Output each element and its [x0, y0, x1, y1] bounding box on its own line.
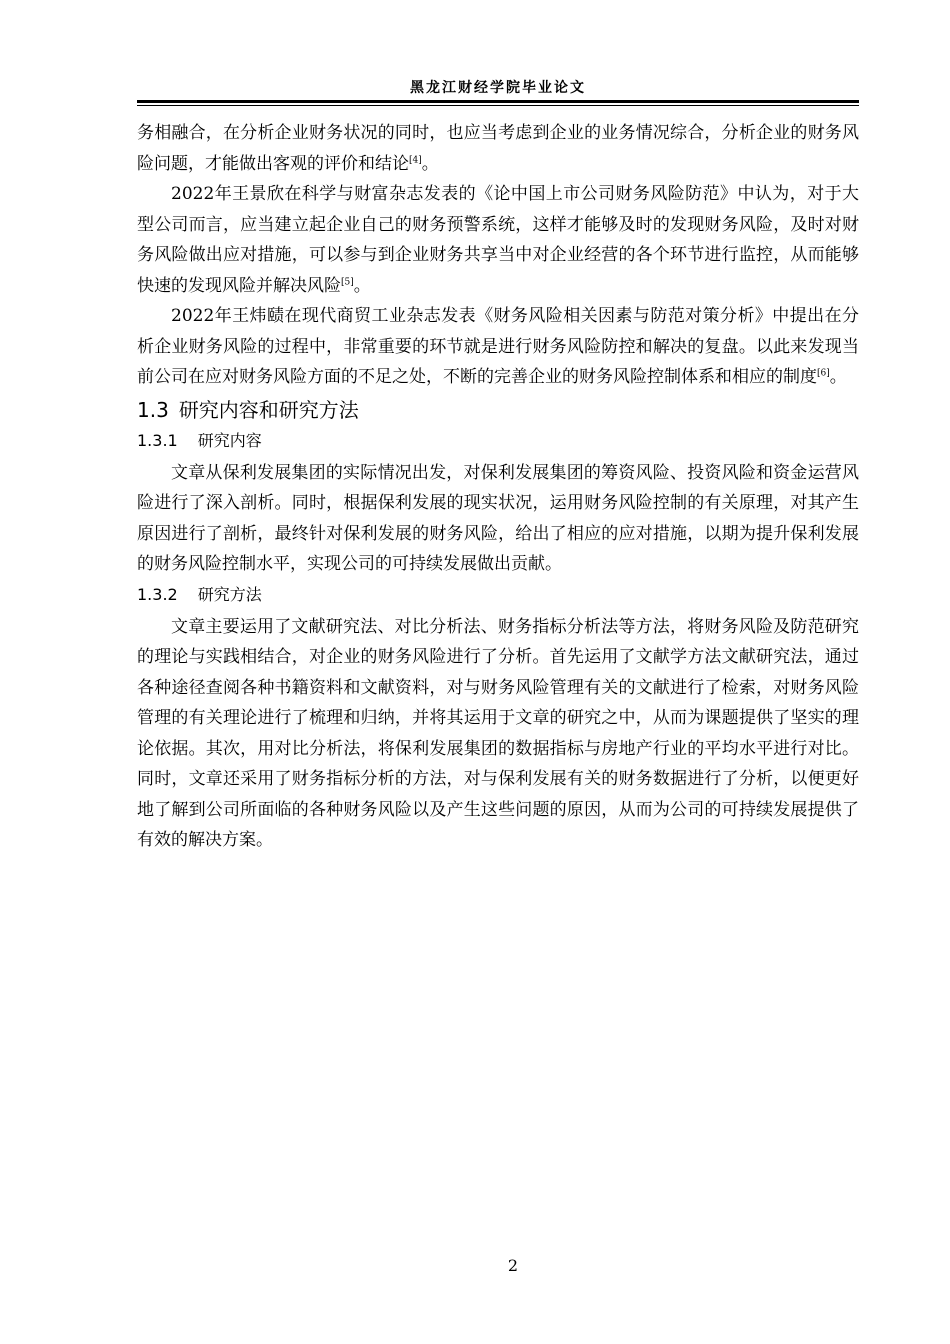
section-heading: [137, 394, 859, 426]
citation-ref: [6]: [817, 368, 830, 379]
subsection-heading-content: [137, 428, 859, 454]
paragraph-end: 。: [421, 153, 439, 174]
subsection-heading-method: [137, 582, 859, 608]
paragraph-research-content: 文章从保利发展集团的实际情况出发，对保利发展集团的筹资风险、投资风险和资金运营风险进行了深入剖析。同时，根据保利发展的现实状况，运用财务风险控制的有关原理，对其产生原因进行了剖析，最终针对保利发展的财务风险，给出了相应的应对措施，以期为提升保利发展的财务风险控制水平，实现公司的可持续发展做出贡献。: [137, 462, 859, 574]
citation-ref: [4]: [409, 154, 422, 165]
paragraph-wang-weize: [137, 301, 859, 393]
paragraph-text: 2022年王炜赜在现代商贸工业杂志发表《财务风险相关因素与防范对策分析》中提出在分析企业财务风险的过程中，非常重要的环节就是进行财务风险防控和解决的复盘。以此来发现当前公司在应对财务风险方面的不足之处，不断的完善企业的财务风险控制体系和相应的制度: [137, 306, 859, 387]
paragraph-end: 。: [353, 275, 371, 296]
section-title: 研究内容和研究方法: [178, 397, 359, 422]
paragraph-research-method: 文章主要运用了文献研究法、对比分析法、财务指标分析法等方法，将财务风险及防范研究的理论与实践相结合，对企业的财务风险进行了分析。首先运用了文献学方法文献研究法，通过各种途径查阅各种书籍资料和文献资料，对与财务风险管理有关的文献进行了检索，对财务风险管理的有关理论进行了梳理和归纳，并将其运用于文章的研究之中，从而为课题提供了坚实的理论依据。其次，用对比分析法，将保利发展集团的数据指标与房地产行业的平均水平进行对比。同时，文章还采用了财务指标分析的方法，对与保利发展有关的财务数据进行了分析，以便更好地了解到公司所面临的各种财务风险以及产生这些问题的原因，从而为公司的可持续发展提供了有效的解决方案。: [137, 616, 859, 850]
paragraph-wang-jingxin: [137, 179, 859, 301]
page-body: [137, 118, 859, 856]
subsection-number: 1.3.1: [137, 430, 178, 450]
page-number: 2: [507, 1256, 519, 1275]
citation-ref: [5]: [341, 276, 354, 287]
header-rule-thin: [137, 105, 859, 106]
paragraph-end: 。: [829, 367, 847, 387]
subsection-title: 研究内容: [197, 430, 262, 450]
header-rule-thick: [137, 100, 859, 103]
paragraph-text: 务相融合，在分析企业财务状况的同时，也应当考虑到企业的业务情况综合，分析企业的财务风险问题，才能做出客观的评价和结论: [137, 123, 859, 174]
subsection-number: 1.3.2: [137, 584, 178, 604]
section-number: 1.3: [137, 397, 169, 422]
paragraph-continued: [137, 118, 859, 179]
subsection-title: 研究方法: [197, 584, 262, 604]
page-header-title: 黑龙江财经学院毕业论文: [410, 80, 586, 96]
paragraph-text: 2022年王景欣在科学与财富杂志发表的《论中国上市公司财务风险防范》中认为，对于大型公司而言，应当建立起企业自己的财务预警系统，这样才能够及时的发现财务风险，及时对财务风险做出应对措施，可以参与到企业财务共享当中对企业经营的各个环节进行监控，从而能够快速的发现风险并解决风险: [137, 184, 859, 296]
